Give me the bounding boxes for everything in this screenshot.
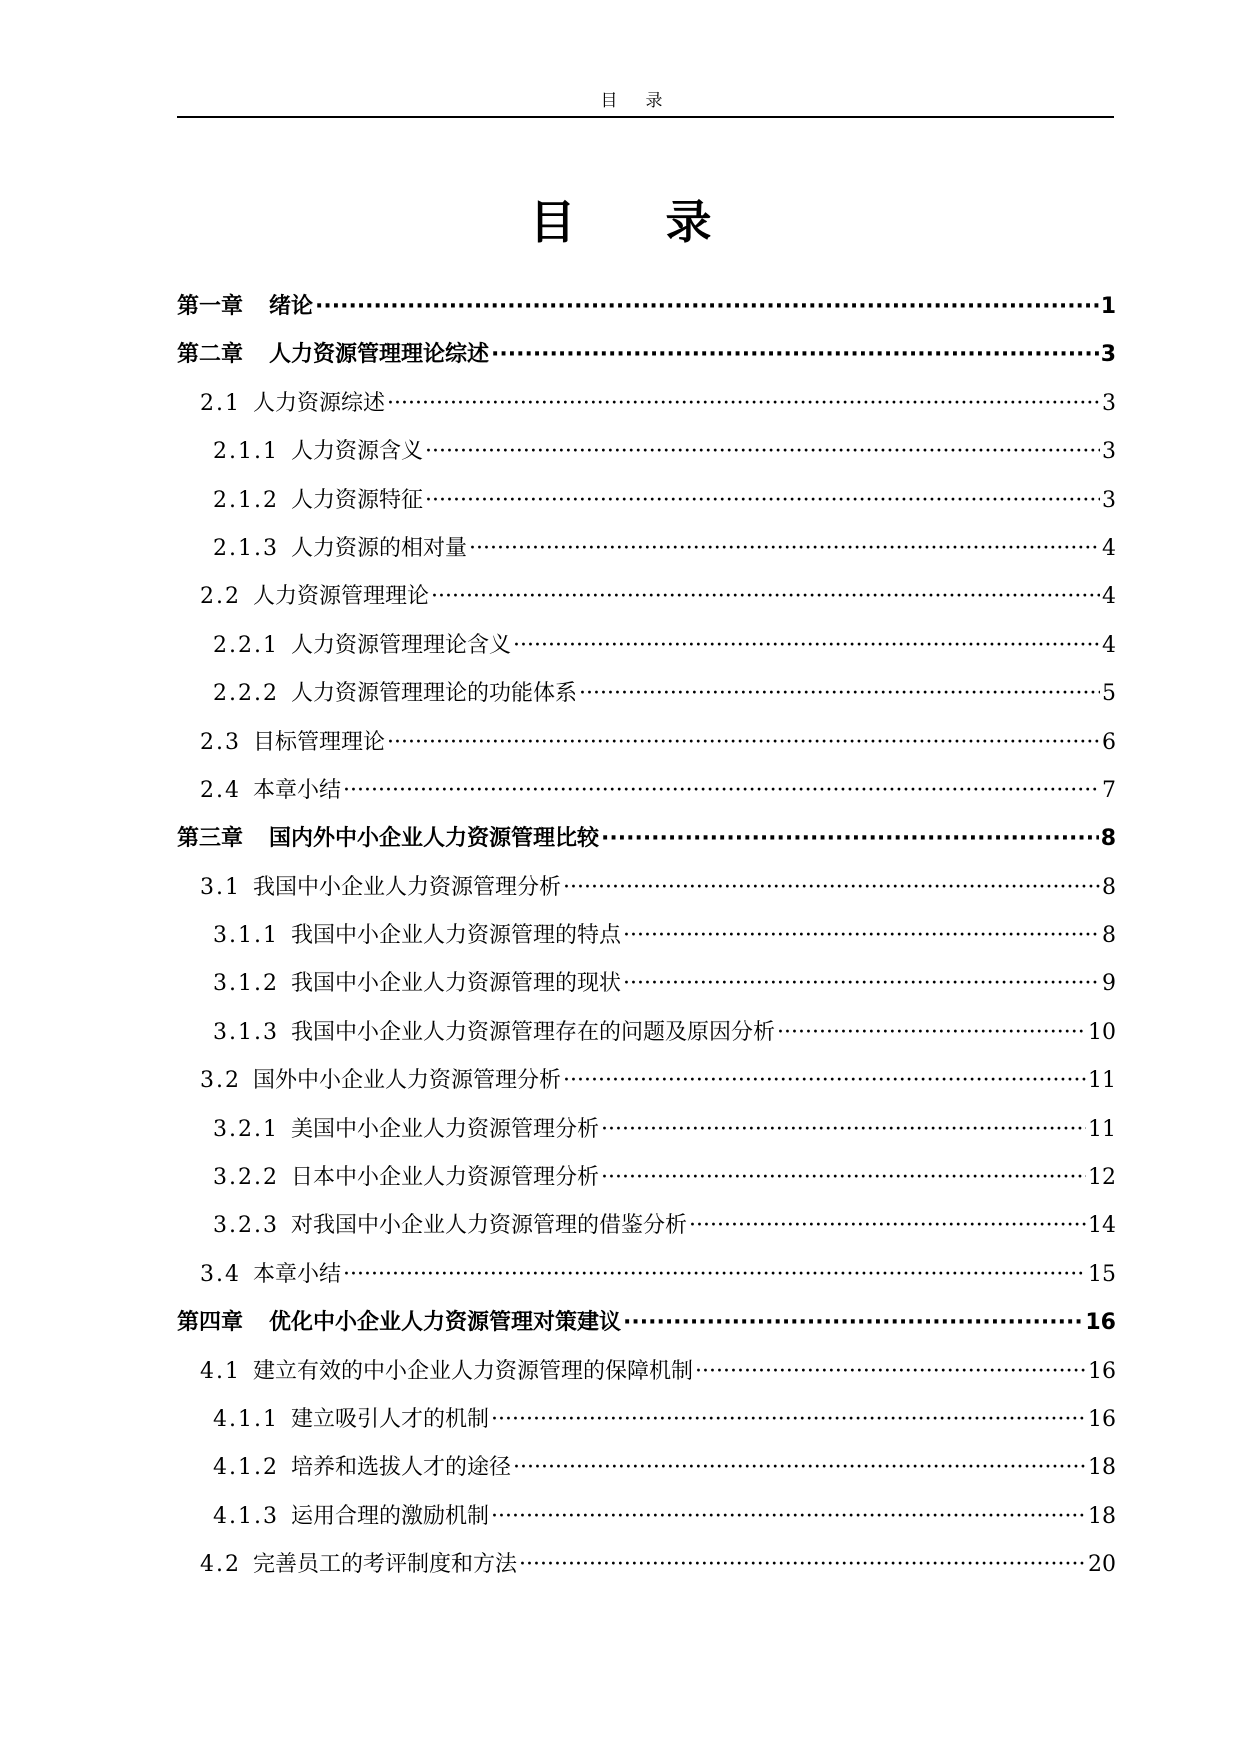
toc-entry-number: 2.4 [200,777,241,803]
toc-entry-title: 我国中小企业人力资源管理分析 [253,874,562,900]
toc-entry[interactable] [177,1154,1116,1202]
toc-entry-page: 3 [1102,439,1116,465]
toc-entry[interactable] [177,1396,1116,1444]
toc-entry-title: 本章小结 [253,777,342,803]
toc-leader-dots [491,1493,1086,1541]
toc-entry[interactable] [177,380,1116,428]
toc-leader-dots [601,1154,1086,1202]
toc-entry-page: 5 [1102,681,1116,707]
toc-entry-title: 人力资源的相对量 [290,535,467,561]
toc-entry-page: 10 [1088,1019,1116,1045]
toc-entry[interactable] [177,1106,1116,1154]
toc-entry[interactable] [177,1057,1116,1105]
toc-entry-number: 3.2.1 [213,1116,279,1142]
toc-entry-number: 2.2.1 [213,632,279,658]
toc-entry-number: 3.1.1 [213,923,279,949]
toc-entry-page: 18 [1088,1455,1116,1481]
toc-leader-dots [777,1009,1086,1057]
toc-entry-number: 3.1 [200,874,241,900]
toc-entry-page: 15 [1088,1261,1116,1287]
toc-entry[interactable] [177,1493,1116,1541]
toc-entry-title: 我国中小企业人力资源管理的特点 [290,923,621,949]
toc-entry-title: 培养和选拔人才的途径 [290,1455,511,1481]
toc-leader-dots [695,1348,1086,1396]
toc-entry-page: 20 [1088,1552,1116,1578]
toc-leader-dots [469,525,1100,573]
toc-entry-title: 我国中小企业人力资源管理的现状 [290,971,621,997]
toc-entry-number: 2.1 [200,390,241,416]
toc-entry-title: 我国中小企业人力资源管理存在的问题及原因分析 [290,1019,775,1045]
toc-entry-number: 4.1.1 [213,1406,279,1432]
toc-leader-dots [425,477,1100,525]
toc-entry[interactable] [177,1009,1116,1057]
toc-leader-dots [491,331,1099,379]
toc-entry-page: 8 [1100,826,1116,852]
toc-entry-page: 6 [1102,729,1116,755]
toc-entry[interactable] [177,1348,1116,1396]
toc-entry-title: 本章小结 [253,1261,342,1287]
toc-entry-number: 2.1.3 [213,535,279,561]
toc-leader-dots [387,380,1100,428]
toc-entry-title: 人力资源管理理论含义 [290,632,511,658]
toc-leader-dots [623,960,1100,1008]
toc-leader-dots [519,1541,1086,1589]
toc-leader-dots [563,864,1100,912]
toc-entry-number: 第二章 [177,342,244,368]
toc-leader-dots [315,283,1099,331]
toc-entry-title: 人力资源管理理论的功能体系 [290,681,577,707]
toc-entry[interactable] [177,767,1116,815]
toc-leader-dots [563,1057,1086,1105]
toc-entry-page: 3 [1102,390,1116,416]
toc-entry[interactable] [177,815,1116,863]
toc-leader-dots [513,1444,1086,1492]
toc-entry-title: 人力资源特征 [290,487,423,513]
toc-leader-dots [579,670,1100,718]
toc-entry[interactable] [177,1541,1116,1589]
toc-entry[interactable] [177,960,1116,1008]
toc-leader-dots [387,719,1100,767]
toc-entry[interactable] [177,573,1116,621]
toc-entry-page: 14 [1088,1213,1116,1239]
toc-entry-page: 1 [1100,294,1116,319]
toc-entry-page: 16 [1085,1310,1116,1336]
toc-entry[interactable] [177,283,1116,331]
toc-entry[interactable] [177,622,1116,670]
toc-entry-number: 第四章 [177,1310,244,1336]
toc-leader-dots [343,767,1100,815]
toc-entry-number: 第一章 [177,294,244,319]
toc-entry-title: 国外中小企业人力资源管理分析 [253,1068,562,1094]
toc-leader-dots [623,1299,1083,1347]
toc-entry-title: 运用合理的激励机制 [290,1503,489,1529]
toc-entry-page: 8 [1102,923,1116,949]
toc-entry[interactable] [177,1299,1116,1347]
toc-entry-page: 11 [1088,1116,1116,1142]
toc-leader-dots [343,1251,1086,1299]
toc-entry-number: 4.1.2 [213,1455,279,1481]
toc-leader-dots [491,1396,1086,1444]
toc-entry-number: 3.1.2 [213,971,279,997]
toc-entry-page: 4 [1102,535,1116,561]
toc-entry-title: 人力资源管理理论综述 [269,342,490,368]
toc-entry[interactable] [177,1251,1116,1299]
page-header [177,86,1114,118]
toc-entry-title: 国内外中小企业人力资源管理比较 [269,826,600,852]
toc-entry[interactable] [177,719,1116,767]
toc-entry-title: 完善员工的考评制度和方法 [253,1552,518,1578]
toc-entry-page: 3 [1100,342,1116,368]
toc-leader-dots [431,573,1100,621]
toc-entry-title: 日本中小企业人力资源管理分析 [290,1165,599,1191]
toc-entry-title: 绪论 [269,294,314,319]
toc-list [177,283,1116,1590]
toc-entry[interactable] [177,1444,1116,1492]
toc-entry-page: 9 [1102,971,1116,997]
toc-entry-page: 3 [1102,487,1116,513]
toc-entry-number: 2.1.1 [213,439,279,465]
toc-entry-page: 4 [1102,584,1116,610]
toc-entry-number: 3.2.3 [213,1213,279,1239]
toc-entry[interactable] [177,428,1116,476]
toc-entry-number: 4.1.3 [213,1503,279,1529]
toc-entry[interactable] [177,1202,1116,1250]
toc-entry-page: 16 [1088,1358,1116,1384]
toc-entry-page: 18 [1088,1503,1116,1529]
toc-leader-dots [601,1106,1086,1154]
toc-entry-number: 2.1.2 [213,487,279,513]
toc-entry-title: 人力资源管理理论 [253,584,430,610]
toc-entry-page: 7 [1102,777,1116,803]
toc-entry[interactable] [177,670,1116,718]
toc-entry-number: 3.1.3 [213,1019,279,1045]
toc-entry[interactable] [177,477,1116,525]
toc-title: 目录 [529,195,802,249]
toc-entry-number: 4.2 [200,1552,241,1578]
toc-leader-dots [689,1202,1086,1250]
toc-entry-number: 2.3 [200,729,241,755]
toc-entry-number: 3.2 [200,1068,241,1094]
toc-leader-dots [623,912,1100,960]
page-header-text: 目录 [600,91,691,111]
toc-entry-title: 人力资源综述 [253,390,386,416]
toc-entry-title: 人力资源含义 [290,439,423,465]
toc-entry[interactable] [177,864,1116,912]
toc-entry[interactable] [177,525,1116,573]
toc-entry-title: 建立吸引人才的机制 [290,1406,489,1432]
toc-entry-number: 2.2.2 [213,681,279,707]
toc-entry-page: 16 [1088,1406,1116,1432]
toc-entry-number: 4.1 [200,1358,241,1384]
toc-entry-title: 目标管理理论 [253,729,386,755]
toc-entry-page: 12 [1088,1165,1116,1191]
toc-entry[interactable] [177,912,1116,960]
toc-entry-number: 3.4 [200,1261,241,1287]
toc-entry-page: 8 [1102,874,1116,900]
toc-entry-title: 美国中小企业人力资源管理分析 [290,1116,599,1142]
toc-leader-dots [425,428,1100,476]
toc-entry-number: 2.2 [200,584,241,610]
toc-entry-number: 3.2.2 [213,1165,279,1191]
toc-leader-dots [601,815,1099,863]
toc-entry-title: 优化中小企业人力资源管理对策建议 [269,1310,622,1336]
toc-leader-dots [513,622,1100,670]
toc-entry-number: 第三章 [177,826,244,852]
toc-entry[interactable] [177,331,1116,379]
toc-entry-title: 建立有效的中小企业人力资源管理的保障机制 [253,1358,694,1384]
toc-entry-page: 4 [1102,632,1116,658]
toc-entry-page: 11 [1088,1068,1116,1094]
toc-entry-title: 对我国中小企业人力资源管理的借鉴分析 [290,1213,687,1239]
